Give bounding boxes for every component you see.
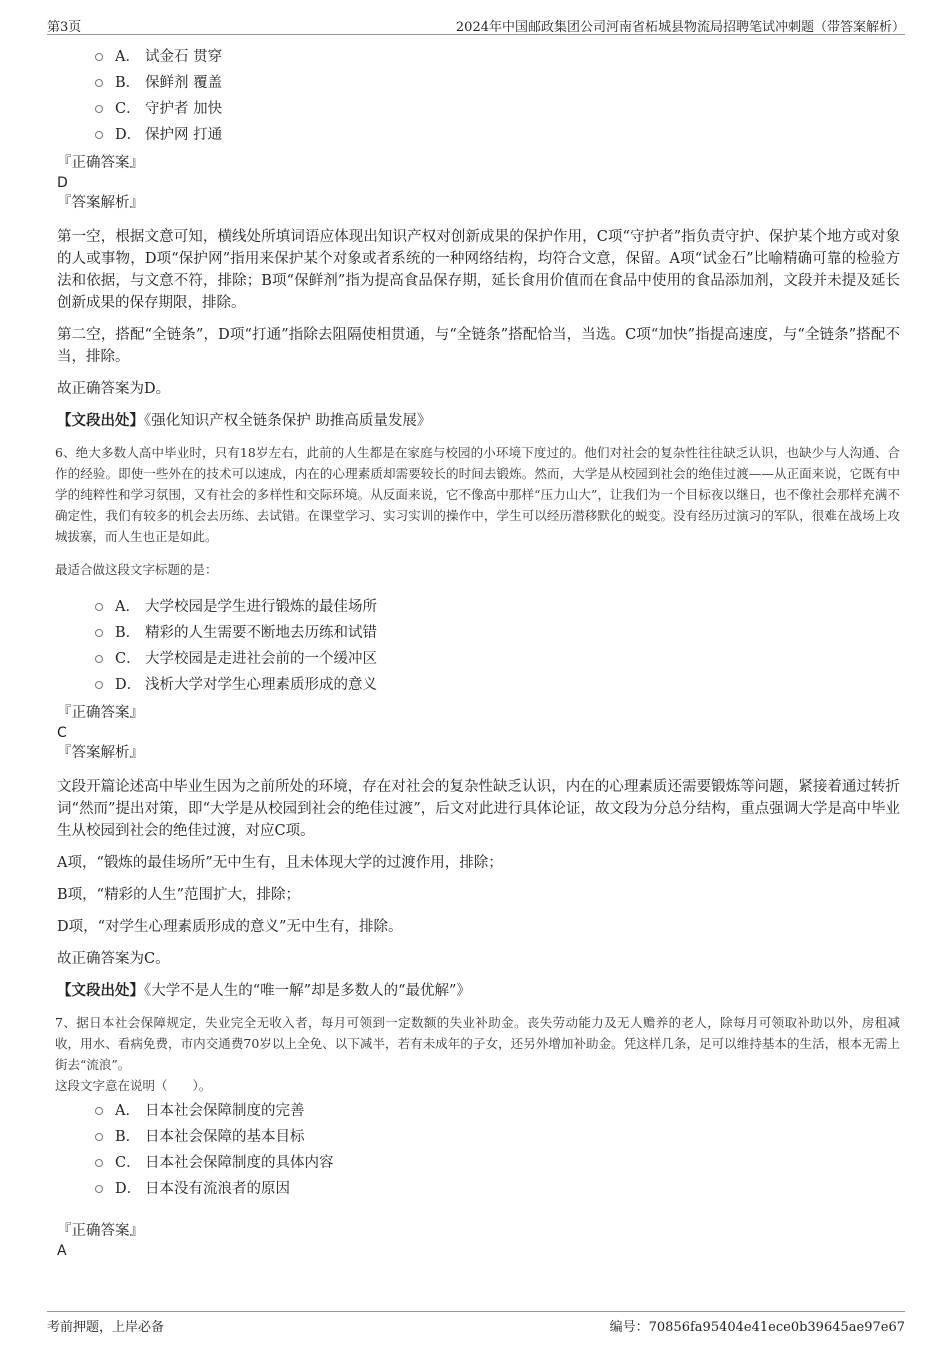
- source-title: 《大学不是人生的“唯一解”却是多数人的“最优解”》: [144, 983, 471, 999]
- option-b[interactable]: B． 日本社会保障的基本目标: [95, 1124, 900, 1150]
- option-d[interactable]: D． 日本没有流浪者的原因: [95, 1176, 900, 1202]
- answer-label: 『正确答案』: [57, 155, 144, 171]
- question-prompt: 最适合做这段文字标题的是：: [55, 562, 218, 577]
- analysis-paragraph: 故正确答案为C。: [57, 951, 170, 967]
- radio-icon[interactable]: [95, 681, 103, 689]
- question-prompt: 这段文字意在说明（ ）。: [55, 1078, 212, 1093]
- option-a[interactable]: A． 试金石 贯穿: [95, 44, 900, 70]
- analysis-paragraph: D项，“对学生心理素质形成的意义”无中生有，排除。: [57, 919, 403, 935]
- analysis-paragraph: A项，“锻炼的最佳场所”无中生有，且未体现大学的过渡作用，排除；: [57, 855, 503, 871]
- option-a[interactable]: A． 日本社会保障制度的完善: [95, 1098, 900, 1124]
- answer-label: 『正确答案』: [57, 1223, 144, 1239]
- option-d[interactable]: D． 浅析大学对学生心理素质形成的意义: [95, 672, 900, 698]
- radio-icon[interactable]: [95, 1133, 103, 1141]
- question-stem: 6、绝大多数人高中毕业时，只有18岁左右，此前的人生都是在家庭与校园的小环境下度过的。他们对社会的复杂性往往缺乏认识，也缺少与人沟通、合作的经验。即使一些外在的技术可以速成，内在的心理素质却需要较长的时间去锻炼。然而，大学是从校园到社会的绝佳过渡——从正面来说，它既有中学的纯粹性和学习氛围，又有社会的多样性和交际环境。从反面来说，它不像高中那样“压力山大”，让我们为一个目标夜以继日，也不像社会那样充满不确定性，我们有较多的机会去历练、去试错。在课堂学习、实习实训的操作中，学生可以经历潜移默化的蜕变。没有经历过演习的军队，很难在战场上攻城拔寨，而人生也正是如此。: [55, 445, 900, 544]
- option-b[interactable]: B． 精彩的人生需要不断地去历练和试错: [95, 620, 900, 646]
- source-label: 【文段出处】: [57, 412, 144, 429]
- analysis-paragraph: 故正确答案为D。: [57, 381, 171, 397]
- answer-value: A: [57, 1243, 67, 1259]
- page-header: [47, 14, 905, 35]
- page-footer: [47, 1311, 905, 1334]
- option-a[interactable]: A． 大学校园是学生进行锻炼的最佳场所: [95, 594, 900, 620]
- radio-icon[interactable]: [95, 105, 103, 113]
- q6-options: [55, 594, 900, 698]
- analysis-label: 『答案解析』: [57, 195, 144, 211]
- answer-label: 『正确答案』: [57, 705, 144, 721]
- document-id: 编号：70856fa95404e41ece0b39645ae97e67: [609, 1320, 905, 1335]
- q7-options: [55, 1098, 900, 1202]
- radio-icon[interactable]: [95, 1107, 103, 1115]
- document-title: 2024年中国邮政集团公司河南省柘城县物流局招聘笔试冲刺题（带答案解析）: [455, 20, 905, 35]
- answer-value: D: [57, 175, 68, 191]
- radio-icon[interactable]: [95, 1185, 103, 1193]
- source-line: [57, 980, 900, 1002]
- page-number: 第3页: [47, 20, 82, 35]
- page-content: [55, 44, 900, 1260]
- radio-icon[interactable]: [95, 629, 103, 637]
- question-stem: 7、据日本社会保障规定，失业完全无收入者，每月可领到一定数额的失业补助金。丧失劳动能力及无人赡养的老人，除每月可领取补助以外，房租减收，用水、看病免费，市内交通费70岁以上全免、以下减半，若有未成年的子女，还另外增加补助金。凭这样几条，足可以维持基本的生活，根本无需上街去“流浪”。: [55, 1015, 900, 1072]
- radio-icon[interactable]: [95, 603, 103, 611]
- footer-slogan: 考前押题，上岸必备: [47, 1320, 165, 1335]
- option-c[interactable]: C． 大学校园是走进社会前的一个缓冲区: [95, 646, 900, 672]
- radio-icon[interactable]: [95, 79, 103, 87]
- source-label: 【文段出处】: [57, 982, 144, 999]
- option-d[interactable]: D． 保护网 打通: [95, 122, 900, 148]
- radio-icon[interactable]: [95, 655, 103, 663]
- analysis-paragraph: 第二空，搭配“全链条”，D项“打通”指除去阻隔使相贯通，与“全链条”搭配恰当，当选。C项“加快”指提高速度，与“全链条”搭配不当，排除。: [57, 327, 900, 365]
- q5-options: [55, 44, 900, 148]
- analysis-label: 『答案解析』: [57, 745, 144, 761]
- radio-icon[interactable]: [95, 1159, 103, 1167]
- radio-icon[interactable]: [95, 53, 103, 61]
- analysis-paragraph: B项，“精彩的人生”范围扩大，排除；: [57, 887, 300, 903]
- analysis-paragraph: 文段开篇论述高中毕业生因为之前所处的环境，存在对社会的复杂性缺乏认识，内在的心理素质还需要锻炼等问题，紧接着通过转折词“然而”提出对策，即“大学是从校园到社会的绝佳过渡”，后文对此进行具体论证，故文段为分总分结构，重点强调大学是高中毕业生从校园到社会的绝佳过渡，对应C项。: [57, 779, 900, 839]
- option-c[interactable]: C． 日本社会保障制度的具体内容: [95, 1150, 900, 1176]
- source-title: 《强化知识产权全链条保护 助推高质量发展》: [144, 413, 432, 429]
- option-c[interactable]: C． 守护者 加快: [95, 96, 900, 122]
- source-line: [57, 410, 900, 432]
- radio-icon[interactable]: [95, 131, 103, 139]
- analysis-paragraph: 第一空，根据文意可知，横线处所填词语应体现出知识产权对创新成果的保护作用，C项“守护者”指负责守护、保护某个地方或对象的人或事物，D项“保护网”指用来保护某个对象或者系统的一种网络结构，均符合文意，保留。A项“试金石”比喻精确可靠的检验方法和依据，与文意不符，排除；B项“保鲜剂”指为提高食品保存期，延长食用价值而在食品中使用的食品添加剂，文段并未提及延长创新成果的保存期限，排除。: [57, 229, 900, 311]
- option-b[interactable]: B． 保鲜剂 覆盖: [95, 70, 900, 96]
- answer-value: C: [57, 725, 67, 741]
